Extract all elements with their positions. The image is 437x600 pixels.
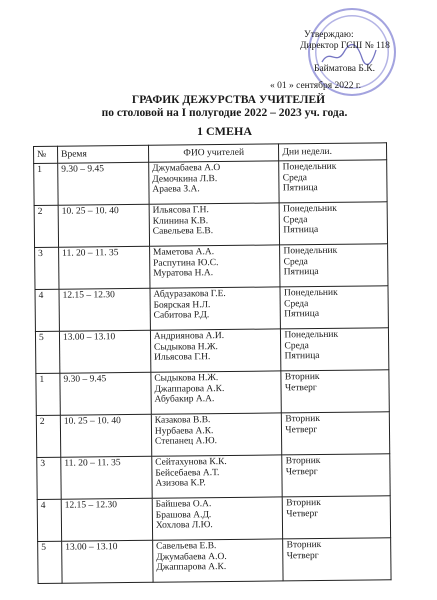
duty-weekdays <box>279 160 387 203</box>
weekday: Понедельник <box>284 329 339 341</box>
weekday: Вторник <box>286 540 322 551</box>
table-row <box>34 202 387 248</box>
duty-time: 11. 20 – 11. 35 <box>59 246 150 289</box>
duty-weekdays <box>280 244 388 287</box>
teacher-name: Байшева О.А. <box>155 499 212 510</box>
weekday: Понедельник <box>283 203 337 215</box>
row-number: 3 <box>35 247 59 289</box>
weekday: Четверг <box>286 508 319 519</box>
approval-date: « 01 » сентября 2022 г. <box>270 81 362 91</box>
teacher-name: Маметова А.А. <box>152 247 215 258</box>
table-row <box>34 160 387 206</box>
approval-label: Утверждаю: <box>304 30 354 40</box>
table-row <box>36 412 389 458</box>
teacher-names <box>149 161 280 204</box>
row-number: 4 <box>37 499 61 541</box>
table-row <box>35 328 388 374</box>
duty-time: 13.00 – 13.10 <box>59 330 150 373</box>
weekday: Четверг <box>285 424 318 435</box>
row-number: 1 <box>34 163 58 205</box>
weekday: Вторник <box>286 498 321 509</box>
teacher-names <box>151 371 282 414</box>
teacher-name: Араева З.А. <box>152 184 200 195</box>
weekday: Четверг <box>284 382 317 393</box>
teacher-names <box>149 245 280 288</box>
teacher-name: Казакова В.В. <box>154 415 211 426</box>
schedule-title: ГРАФИК ДЕЖУРСТВА УЧИТЕЛЕЙ <box>131 94 326 106</box>
teacher-name: Сыдыкова Н.Ж. <box>154 373 219 384</box>
teacher-names <box>149 203 280 246</box>
table-row <box>37 496 390 542</box>
duty-time: 9.30 – 9.45 <box>60 372 151 415</box>
duty-time: 12.15 – 12.30 <box>59 288 150 331</box>
header-teachers: ФИО учителей <box>148 144 279 162</box>
header-time: Время <box>58 145 149 163</box>
teacher-name: Абубакир А.А. <box>154 394 215 405</box>
weekday: Среда <box>284 340 309 351</box>
teacher-name: Распутина Ю.С. <box>153 257 219 269</box>
duty-weekdays <box>281 370 389 413</box>
row-number: 2 <box>34 205 58 247</box>
teacher-name: Андриянова А.И. <box>153 331 225 342</box>
teacher-name: Бейсебаева А.Т. <box>155 467 220 479</box>
weekday: Вторник <box>284 372 320 383</box>
teacher-name: Сейтахунова К.К. <box>155 456 227 468</box>
duty-time: 11. 20 – 11. 35 <box>61 456 152 499</box>
teacher-name: Ильясова Г.Н. <box>152 205 209 216</box>
teacher-names <box>150 287 281 330</box>
teacher-name: Джумабаева А.О <box>152 163 221 174</box>
duty-weekdays <box>282 412 390 455</box>
weekday: Четверг <box>285 466 318 477</box>
table-row <box>36 370 389 416</box>
shift-label: 1 СМЕНА <box>197 124 252 138</box>
approval-position: Директор ГСШ № 118 <box>300 41 390 51</box>
duty-weekdays <box>282 454 390 497</box>
weekday: Среда <box>283 256 308 267</box>
weekday: Среда <box>283 214 308 225</box>
weekday: Понедельник <box>283 245 338 257</box>
teacher-name: Ильясова Г.Н. <box>154 352 211 363</box>
row-number: 4 <box>35 289 59 331</box>
weekday: Четверг <box>286 550 319 561</box>
weekday: Вторник <box>285 456 321 467</box>
duty-time: 10. 25 – 10. 40 <box>58 204 149 247</box>
row-number: 2 <box>36 415 60 457</box>
teacher-name: Савельева Е.В. <box>156 541 217 552</box>
teacher-name: Муратова Н.А. <box>153 268 214 279</box>
teacher-name: Сыдыкова Н.Ж. <box>153 341 218 353</box>
duty-time: 12.15 – 12.30 <box>61 498 152 541</box>
teacher-name: Джаппарова А.К. <box>154 383 225 395</box>
duty-weekdays <box>280 202 388 245</box>
teacher-name: Джаппарова А.К. <box>156 562 227 573</box>
weekday: Пятница <box>282 183 318 194</box>
duty-time: 10. 25 – 10. 40 <box>60 414 151 457</box>
approval-block <box>270 30 432 92</box>
weekday: Среда <box>284 298 309 309</box>
duty-weekdays <box>283 496 391 539</box>
row-number: 3 <box>37 457 61 499</box>
teacher-name: Абдуразакова Г.Е. <box>153 288 226 300</box>
weekday: Пятница <box>283 267 319 278</box>
row-number: 1 <box>36 373 60 415</box>
teacher-names <box>152 455 283 498</box>
approval-signatory: Байматова Б.К. <box>314 64 375 74</box>
teacher-names <box>151 413 282 456</box>
teacher-name: Брашова А.Д. <box>155 509 212 521</box>
table-row <box>35 286 388 332</box>
teacher-names <box>150 329 281 372</box>
duty-time: 9.30 – 9.45 <box>58 162 149 205</box>
teacher-name: Нурбаева А.К. <box>154 425 214 437</box>
weekday: Понедельник <box>283 287 338 299</box>
weekday: Пятница <box>284 351 320 362</box>
teacher-name: Боярская Н.Л. <box>153 299 211 311</box>
teacher-names <box>152 497 283 540</box>
weekday: Понедельник <box>282 161 337 173</box>
teacher-name: Азизова К.Р. <box>155 478 206 489</box>
duty-weekdays <box>283 538 391 581</box>
weekday: Среда <box>282 172 308 183</box>
weekday: Вторник <box>285 414 321 425</box>
table-row <box>35 244 388 290</box>
weekday: Пятница <box>283 225 319 236</box>
duty-schedule-table <box>33 142 392 584</box>
teacher-name: Джумабаева А.О. <box>156 551 227 563</box>
header-weekdays: Дни недели. <box>279 143 387 161</box>
teacher-names <box>153 539 284 582</box>
duty-weekdays <box>281 328 389 371</box>
weekday: Пятница <box>284 309 320 320</box>
teacher-name: Сабитова Р.Д. <box>153 310 210 321</box>
schedule-subtitle: по столовой на I полугодие 2022 – 2023 уч. года. <box>101 107 348 119</box>
duty-time: 13.00 – 13.10 <box>62 540 153 583</box>
row-number: 5 <box>35 331 59 373</box>
teacher-name: Степанец А.Ю. <box>154 436 218 447</box>
table-row <box>38 538 391 584</box>
teacher-name: Демочкина Л.В. <box>152 173 218 185</box>
table-row <box>37 454 390 500</box>
duty-weekdays <box>280 286 388 329</box>
teacher-name: Хохлова Л.Ю. <box>155 520 213 531</box>
teacher-name: Клинина К.В. <box>152 215 209 227</box>
row-number: 5 <box>38 541 62 583</box>
header-number: № <box>34 146 58 163</box>
teacher-name: Савельева Е.В. <box>152 226 214 237</box>
